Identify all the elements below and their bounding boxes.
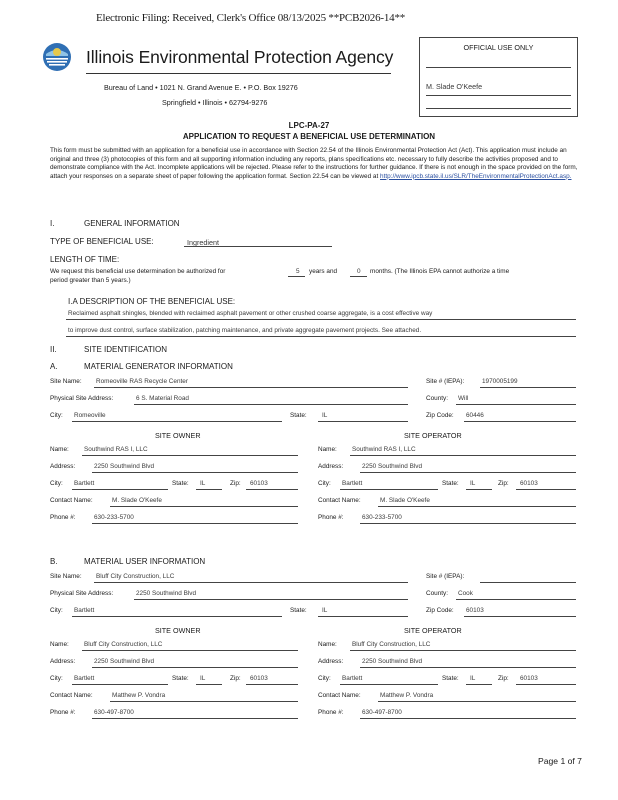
user-site-num-label: Site # (IEPA): bbox=[426, 573, 465, 580]
user-zip-value[interactable]: 60103 bbox=[466, 607, 484, 614]
gen-owner-zip-value[interactable]: 60103 bbox=[250, 480, 268, 487]
user-operator-city-label: City: bbox=[318, 675, 331, 682]
user-owner-address-label: Address: bbox=[50, 658, 76, 665]
user-letter: B. bbox=[50, 557, 58, 566]
user-site-owner-heading: SITE OWNER bbox=[155, 626, 201, 635]
user-site-operator-heading: SITE OPERATOR bbox=[404, 626, 462, 635]
gen-operator-zip-line bbox=[516, 489, 576, 490]
description-rule2 bbox=[66, 336, 576, 337]
user-owner-contact-line bbox=[110, 701, 298, 702]
form-number: LPC-PA-27 bbox=[288, 121, 330, 130]
generator-title: MATERIAL GENERATOR INFORMATION bbox=[84, 362, 233, 371]
generator-site-name-line bbox=[94, 387, 408, 388]
intro-link[interactable]: http://www.ipcb.state.il.us/SLR/TheEnvironmentalProtectionAct.asp. bbox=[380, 172, 572, 180]
user-owner-address-value[interactable]: 2250 Southwind Blvd bbox=[94, 658, 155, 665]
user-operator-contact-value[interactable]: Matthew P. Vondra bbox=[380, 692, 434, 699]
gen-owner-city-label: City: bbox=[50, 480, 63, 487]
user-operator-contact-label: Contact Name: bbox=[318, 692, 361, 699]
gen-owner-state-value[interactable]: IL bbox=[200, 480, 206, 487]
user-title: MATERIAL USER INFORMATION bbox=[84, 557, 206, 566]
generator-county-value[interactable]: Will bbox=[458, 395, 469, 402]
official-use-line bbox=[426, 67, 571, 68]
generator-site-owner-heading: SITE OWNER bbox=[155, 431, 201, 440]
description-rule1 bbox=[66, 319, 576, 320]
years-label: years and bbox=[309, 268, 338, 275]
official-use-box bbox=[419, 37, 578, 117]
user-zip-line bbox=[464, 616, 576, 617]
official-use-title: OFFICIAL USE ONLY bbox=[463, 43, 534, 52]
gen-owner-contact-value[interactable]: M. Slade O'Keefe bbox=[112, 497, 162, 504]
user-owner-state-label: State: bbox=[172, 675, 189, 682]
gen-owner-state-label: State: bbox=[172, 480, 189, 487]
user-owner-phone-value[interactable]: 630-497-8700 bbox=[94, 709, 134, 716]
gen-owner-name-value[interactable]: Southwind RAS I, LLC bbox=[84, 446, 148, 453]
generator-zip-line bbox=[464, 421, 576, 422]
length-text-pre: We request this beneficial use determination be authorized for bbox=[50, 268, 226, 275]
user-owner-zip-label: Zip: bbox=[230, 675, 241, 682]
user-zip-label: Zip Code: bbox=[426, 607, 454, 614]
official-use-line bbox=[426, 95, 571, 96]
beneficial-use-type-value[interactable]: Ingredient bbox=[187, 238, 219, 247]
intro-paragraph bbox=[50, 147, 578, 181]
gen-owner-phone-line bbox=[92, 523, 298, 524]
gen-owner-phone-value[interactable]: 630-233-5700 bbox=[94, 514, 134, 521]
generator-site-name-label: Site Name: bbox=[50, 378, 82, 385]
filing-stamp: Electronic Filing: Received, Clerk's Office 08/13/2025 **PCB2026-14** bbox=[96, 12, 406, 24]
user-operator-zip-value[interactable]: 60103 bbox=[520, 675, 538, 682]
user-county-label: County: bbox=[426, 590, 449, 597]
gen-operator-state-value[interactable]: IL bbox=[470, 480, 476, 487]
user-owner-name-value[interactable]: Bluff City Construction, LLC bbox=[84, 641, 163, 648]
user-operator-contact-line bbox=[378, 701, 576, 702]
generator-zip-value[interactable]: 60446 bbox=[466, 412, 484, 419]
gen-operator-name-line bbox=[350, 455, 576, 456]
gen-owner-address-value[interactable]: 2250 Southwind Blvd bbox=[94, 463, 155, 470]
generator-site-operator-heading: SITE OPERATOR bbox=[404, 431, 462, 440]
agency-address-line2: Springfield • Illinois • 62794-9276 bbox=[162, 98, 268, 107]
user-state-label: State: bbox=[290, 607, 307, 614]
section2-title: SITE IDENTIFICATION bbox=[84, 345, 167, 354]
description-title: I.A DESCRIPTION OF THE BENEFICIAL USE: bbox=[68, 297, 236, 306]
section1-num: I. bbox=[50, 219, 55, 228]
gen-operator-city-value[interactable]: Bartlett bbox=[342, 480, 363, 487]
user-city-label: City: bbox=[50, 607, 63, 614]
gen-owner-contact-line bbox=[110, 506, 298, 507]
gen-owner-name-line bbox=[82, 455, 298, 456]
gen-owner-address-line bbox=[92, 472, 298, 473]
description-line1[interactable]: Reclaimed asphalt shingles, blended with reclaimed asphalt pavement or other crushed coarse aggregate, is a cost effective way bbox=[68, 310, 433, 317]
generator-site-num-line bbox=[480, 387, 576, 388]
user-city-line bbox=[72, 616, 282, 617]
page-number: Page 1 of 7 bbox=[538, 756, 582, 766]
gen-owner-city-value[interactable]: Bartlett bbox=[74, 480, 95, 487]
generator-phys-address-line bbox=[134, 404, 408, 405]
user-phys-address-value[interactable]: 2250 Southwind Blvd bbox=[136, 590, 197, 597]
user-owner-address-line bbox=[92, 667, 298, 668]
generator-city-value[interactable]: Romeoville bbox=[74, 412, 106, 419]
user-owner-contact-value[interactable]: Matthew P. Vondra bbox=[112, 692, 166, 699]
generator-city-line bbox=[72, 421, 282, 422]
gen-operator-contact-value[interactable]: M. Slade O'Keefe bbox=[380, 497, 430, 504]
user-operator-city-line bbox=[340, 684, 438, 685]
user-county-value[interactable]: Cook bbox=[458, 590, 473, 597]
user-phys-address-label: Physical Site Address: bbox=[50, 590, 114, 597]
months-value[interactable]: 0 bbox=[357, 268, 361, 275]
user-operator-state-value[interactable]: IL bbox=[470, 675, 476, 682]
official-use-line bbox=[426, 108, 571, 109]
user-operator-zip-label: Zip: bbox=[498, 675, 509, 682]
gen-owner-phone-label: Phone #: bbox=[50, 514, 76, 521]
gen-operator-address-label: Address: bbox=[318, 463, 344, 470]
section1-title: GENERAL INFORMATION bbox=[84, 219, 180, 228]
user-owner-state-line bbox=[196, 684, 222, 685]
user-county-line bbox=[456, 599, 576, 600]
user-phys-address-line bbox=[134, 599, 408, 600]
generator-site-num-value[interactable]: 1970005199 bbox=[482, 378, 518, 385]
user-operator-address-value[interactable]: 2250 Southwind Blvd bbox=[362, 658, 423, 665]
gen-operator-phone-label: Phone #: bbox=[318, 514, 344, 521]
generator-site-name-value[interactable]: Romeoville RAS Recycle Center bbox=[96, 378, 188, 385]
user-owner-zip-line bbox=[246, 684, 298, 685]
user-operator-name-label: Name: bbox=[318, 641, 337, 648]
generator-letter: A. bbox=[50, 362, 58, 371]
user-owner-name-label: Name: bbox=[50, 641, 69, 648]
years-line bbox=[288, 276, 305, 277]
gen-operator-zip-value[interactable]: 60103 bbox=[520, 480, 538, 487]
gen-owner-zip-line bbox=[246, 489, 298, 490]
user-owner-state-value[interactable]: IL bbox=[200, 675, 206, 682]
user-owner-city-line bbox=[72, 684, 168, 685]
user-owner-city-value[interactable]: Bartlett bbox=[74, 675, 95, 682]
generator-state-label: State: bbox=[290, 412, 307, 419]
user-operator-phone-label: Phone #: bbox=[318, 709, 344, 716]
user-site-name-line bbox=[94, 582, 408, 583]
gen-operator-phone-value[interactable]: 630-233-5700 bbox=[362, 514, 402, 521]
gen-operator-zip-label: Zip: bbox=[498, 480, 509, 487]
gen-owner-contact-label: Contact Name: bbox=[50, 497, 93, 504]
user-operator-phone-line bbox=[360, 718, 576, 719]
generator-state-value[interactable]: IL bbox=[322, 412, 328, 419]
gen-owner-address-label: Address: bbox=[50, 463, 76, 470]
gen-operator-contact-line bbox=[378, 506, 576, 507]
user-owner-name-line bbox=[82, 650, 298, 651]
gen-operator-phone-line bbox=[360, 523, 576, 524]
user-operator-city-value[interactable]: Bartlett bbox=[342, 675, 363, 682]
user-state-value[interactable]: IL bbox=[322, 607, 328, 614]
user-operator-state-line bbox=[466, 684, 492, 685]
illinois-epa-logo-icon bbox=[42, 42, 72, 72]
gen-operator-city-line bbox=[340, 489, 438, 490]
gen-operator-state-label: State: bbox=[442, 480, 459, 487]
generator-site-num-label: Site # (IEPA): bbox=[426, 378, 465, 385]
months-label: months. (The Illinois EPA cannot authorize a time bbox=[370, 268, 510, 275]
gen-owner-zip-label: Zip: bbox=[230, 480, 241, 487]
gen-owner-name-label: Name: bbox=[50, 446, 69, 453]
user-operator-phone-value[interactable]: 630-497-8700 bbox=[362, 709, 402, 716]
beneficial-use-type-label: TYPE OF BENEFICIAL USE: bbox=[50, 237, 154, 246]
user-operator-name-value[interactable]: Bluff City Construction, LLC bbox=[352, 641, 431, 648]
user-city-value[interactable]: Bartlett bbox=[74, 607, 95, 614]
length-text-post: period greater than 5 years.) bbox=[50, 277, 131, 284]
user-operator-address-label: Address: bbox=[318, 658, 344, 665]
gen-operator-contact-label: Contact Name: bbox=[318, 497, 361, 504]
gen-operator-address-line bbox=[360, 472, 576, 473]
gen-operator-state-line bbox=[466, 489, 492, 490]
length-of-time-label: LENGTH OF TIME: bbox=[50, 255, 120, 264]
years-value[interactable]: 5 bbox=[296, 268, 300, 275]
user-operator-name-line bbox=[350, 650, 576, 651]
agency-name: Illinois Environmental Protection Agency bbox=[86, 47, 394, 67]
user-owner-phone-line bbox=[92, 718, 298, 719]
user-owner-zip-value[interactable]: 60103 bbox=[250, 675, 268, 682]
user-site-name-value[interactable]: Bluff City Construction, LLC bbox=[96, 573, 175, 580]
gen-operator-name-value[interactable]: Southwind RAS I, LLC bbox=[352, 446, 416, 453]
user-operator-address-line bbox=[360, 667, 576, 668]
generator-phys-address-label: Physical Site Address: bbox=[50, 395, 114, 402]
beneficial-use-type-line bbox=[184, 246, 332, 247]
gen-operator-address-value[interactable]: 2250 Southwind Blvd bbox=[362, 463, 423, 470]
agency-rule bbox=[86, 73, 391, 74]
gen-operator-name-label: Name: bbox=[318, 446, 337, 453]
generator-state-line bbox=[318, 421, 408, 422]
user-owner-phone-label: Phone #: bbox=[50, 709, 76, 716]
user-site-name-label: Site Name: bbox=[50, 573, 82, 580]
agency-address-line1: Bureau of Land • 1021 N. Grand Avenue E. • P.O. Box 19276 bbox=[104, 83, 298, 92]
form-title: APPLICATION TO REQUEST A BENEFICIAL USE DETERMINATION bbox=[182, 132, 436, 141]
user-state-line bbox=[318, 616, 408, 617]
user-operator-zip-line bbox=[516, 684, 576, 685]
user-operator-state-label: State: bbox=[442, 675, 459, 682]
intro-text: This form must be submitted with an application for a beneficial use in accordance with Section 22.54 of the Illinois Environmental Protection Act (Act). This application must include an original and three (3) photocopies of this form and all supporting information including any reports, plans specifications etc. necessary to fully describe the activities proposed and to demonstrate compliance with the Act. Incomplete applications will be rejected. Please refer to the instructions for further guidance. If there is not enough in the space provided on the form, attach your responses on a separate sheet of paper following the application format. Section 22.54 can be viewed at bbox=[50, 147, 578, 180]
user-owner-contact-label: Contact Name: bbox=[50, 692, 93, 699]
user-site-num-line bbox=[480, 582, 576, 583]
generator-county-line bbox=[456, 404, 576, 405]
official-use-name: M. Slade O'Keefe bbox=[426, 82, 483, 91]
user-owner-city-label: City: bbox=[50, 675, 63, 682]
generator-county-label: County: bbox=[426, 395, 449, 402]
description-line2[interactable]: to improve dust control, surface stabilization, patching maintenance, and private aggregate pavement projects. See attached. bbox=[68, 327, 422, 334]
section2-num: II. bbox=[50, 345, 57, 354]
generator-phys-address-value[interactable]: 6 S. Material Road bbox=[136, 395, 189, 402]
generator-zip-label: Zip Code: bbox=[426, 412, 454, 419]
gen-owner-city-line bbox=[72, 489, 168, 490]
gen-operator-city-label: City: bbox=[318, 480, 331, 487]
months-line bbox=[350, 276, 367, 277]
gen-owner-state-line bbox=[196, 489, 222, 490]
generator-city-label: City: bbox=[50, 412, 63, 419]
